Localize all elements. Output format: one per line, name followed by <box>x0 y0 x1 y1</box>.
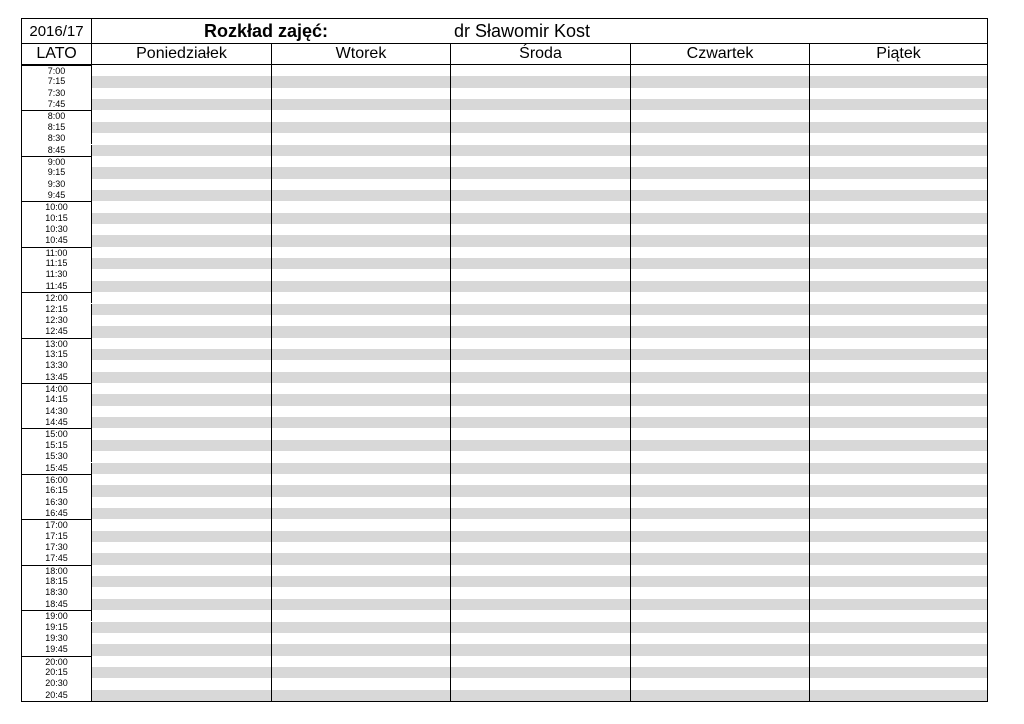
column-divider <box>450 65 451 701</box>
shaded-band <box>92 553 987 564</box>
shaded-band <box>92 599 987 610</box>
time-label: 10:15 <box>22 213 92 224</box>
shaded-band <box>92 281 987 292</box>
time-slot-row <box>22 463 987 474</box>
time-label: 11:45 <box>22 281 92 292</box>
time-slot-row <box>22 644 987 655</box>
time-slot-row <box>22 474 987 485</box>
time-label: 15:30 <box>22 451 92 462</box>
time-label: 13:45 <box>22 372 92 383</box>
shaded-band <box>92 99 987 110</box>
time-slot-row <box>22 133 987 144</box>
time-label: 7:45 <box>22 99 92 110</box>
time-label: 16:00 <box>22 474 92 485</box>
day-header-tuesday: Wtorek <box>271 44 450 65</box>
time-slot-row <box>22 394 987 405</box>
time-label: 18:45 <box>22 599 92 610</box>
time-label: 8:45 <box>22 145 92 156</box>
time-label: 15:00 <box>22 428 92 439</box>
time-label: 8:15 <box>22 122 92 133</box>
shaded-band <box>92 304 987 315</box>
time-slot-row <box>22 338 987 349</box>
time-slot-row <box>22 190 987 201</box>
time-label: 19:30 <box>22 633 92 644</box>
time-label: 18:15 <box>22 576 92 587</box>
day-header-monday: Poniedziałek <box>92 44 271 65</box>
column-divider <box>809 65 810 701</box>
time-grid <box>22 65 987 701</box>
time-label: 20:30 <box>22 678 92 689</box>
time-slot-row <box>22 690 987 701</box>
shaded-band <box>92 576 987 587</box>
time-label: 17:00 <box>22 519 92 530</box>
time-slot-row <box>22 622 987 633</box>
time-slot-row <box>22 678 987 689</box>
time-label: 15:45 <box>22 463 92 474</box>
time-slot-row <box>22 167 987 178</box>
time-label: 9:00 <box>22 156 92 167</box>
shaded-band <box>92 145 987 156</box>
time-label: 7:30 <box>22 88 92 99</box>
day-header-thursday: Czwartek <box>630 44 809 65</box>
time-label: 20:00 <box>22 656 92 667</box>
time-slot-row <box>22 315 987 326</box>
time-label: 17:15 <box>22 531 92 542</box>
time-label: 7:15 <box>22 76 92 87</box>
time-label: 14:45 <box>22 417 92 428</box>
teacher-name: dr Sławomir Kost <box>454 21 591 41</box>
time-slot-row <box>22 451 987 462</box>
time-label: 13:00 <box>22 338 92 349</box>
time-slot-row <box>22 65 987 76</box>
time-slot-row <box>22 576 987 587</box>
time-slot-row <box>22 235 987 246</box>
time-label: 17:45 <box>22 553 92 564</box>
title-row <box>92 19 987 44</box>
time-label: 16:30 <box>22 497 92 508</box>
column-divider <box>271 65 272 701</box>
time-slot-row <box>22 531 987 542</box>
time-slot-row <box>22 304 987 315</box>
column-divider <box>630 65 631 701</box>
shaded-band <box>92 213 987 224</box>
time-slot-row <box>22 485 987 496</box>
academic-year: 2016/17 <box>22 19 92 44</box>
time-label: 14:30 <box>22 406 92 417</box>
schedule-title: Rozkład zajęć: <box>204 21 329 41</box>
time-label: 9:15 <box>22 167 92 178</box>
time-label: 12:15 <box>22 304 92 315</box>
shaded-band <box>92 76 987 87</box>
time-slot-row <box>22 565 987 576</box>
time-label: 18:00 <box>22 565 92 576</box>
time-slot-row <box>22 110 987 121</box>
time-label: 13:30 <box>22 360 92 371</box>
time-slot-row <box>22 587 987 598</box>
shaded-band <box>92 122 987 133</box>
time-slot-row <box>22 417 987 428</box>
shaded-band <box>92 690 987 701</box>
time-slot-row <box>22 542 987 553</box>
time-label: 19:45 <box>22 644 92 655</box>
time-slot-row <box>22 349 987 360</box>
shaded-band <box>92 667 987 678</box>
time-label: 11:30 <box>22 269 92 280</box>
shaded-band <box>92 349 987 360</box>
shaded-band <box>92 508 987 519</box>
day-header-wednesday: Środa <box>450 44 630 65</box>
time-label: 10:45 <box>22 235 92 246</box>
time-slot-row <box>22 519 987 530</box>
time-label: 14:15 <box>22 394 92 405</box>
time-label: 19:15 <box>22 622 92 633</box>
shaded-band <box>92 463 987 474</box>
time-slot-row <box>22 247 987 258</box>
shaded-band <box>92 167 987 178</box>
time-label: 10:00 <box>22 201 92 212</box>
shaded-band <box>92 644 987 655</box>
time-slot-row <box>22 201 987 212</box>
time-slot-row <box>22 497 987 508</box>
time-slot-row <box>22 145 987 156</box>
time-label: 12:30 <box>22 315 92 326</box>
time-label: 16:45 <box>22 508 92 519</box>
shaded-band <box>92 372 987 383</box>
time-label: 11:00 <box>22 247 92 258</box>
time-label: 12:45 <box>22 326 92 337</box>
time-label: 8:00 <box>22 110 92 121</box>
time-slot-row <box>22 224 987 235</box>
timetable-sheet <box>21 18 988 702</box>
time-label: 17:30 <box>22 542 92 553</box>
time-label: 9:30 <box>22 179 92 190</box>
time-slot-row <box>22 269 987 280</box>
time-slot-row <box>22 667 987 678</box>
time-label: 7:00 <box>22 65 92 76</box>
shaded-band <box>92 394 987 405</box>
time-label: 15:15 <box>22 440 92 451</box>
shaded-band <box>92 190 987 201</box>
shaded-band <box>92 531 987 542</box>
time-slot-row <box>22 656 987 667</box>
shaded-band <box>92 485 987 496</box>
shaded-band <box>92 622 987 633</box>
time-slot-row <box>22 122 987 133</box>
shaded-band <box>92 440 987 451</box>
time-label: 16:15 <box>22 485 92 496</box>
time-label: 14:00 <box>22 383 92 394</box>
time-slot-row <box>22 406 987 417</box>
shaded-band <box>92 235 987 246</box>
time-slot-row <box>22 383 987 394</box>
time-slot-row <box>22 428 987 439</box>
day-header-friday: Piątek <box>809 44 987 65</box>
time-slot-row <box>22 179 987 190</box>
shaded-band <box>92 258 987 269</box>
time-slot-row <box>22 372 987 383</box>
time-label: 20:15 <box>22 667 92 678</box>
time-slot-row <box>22 88 987 99</box>
time-slot-row <box>22 553 987 564</box>
time-label: 20:45 <box>22 690 92 701</box>
time-label: 11:15 <box>22 258 92 269</box>
time-label: 18:30 <box>22 587 92 598</box>
time-slot-row <box>22 281 987 292</box>
time-slot-row <box>22 99 987 110</box>
time-slot-row <box>22 440 987 451</box>
time-slot-row <box>22 213 987 224</box>
time-slot-row <box>22 76 987 87</box>
shaded-band <box>92 326 987 337</box>
time-label: 13:15 <box>22 349 92 360</box>
time-label: 8:30 <box>22 133 92 144</box>
time-label: 9:45 <box>22 190 92 201</box>
time-label: 19:00 <box>22 610 92 621</box>
time-slot-row <box>22 156 987 167</box>
time-slot-row <box>22 360 987 371</box>
time-slot-row <box>22 508 987 519</box>
shaded-band <box>92 417 987 428</box>
time-slot-row <box>22 292 987 303</box>
time-slot-row <box>22 326 987 337</box>
time-label: 12:00 <box>22 292 92 303</box>
time-slot-row <box>22 258 987 269</box>
time-slot-row <box>22 610 987 621</box>
semester-label: LATO <box>22 44 92 65</box>
time-label: 10:30 <box>22 224 92 235</box>
time-slot-row <box>22 633 987 644</box>
time-slot-row <box>22 599 987 610</box>
